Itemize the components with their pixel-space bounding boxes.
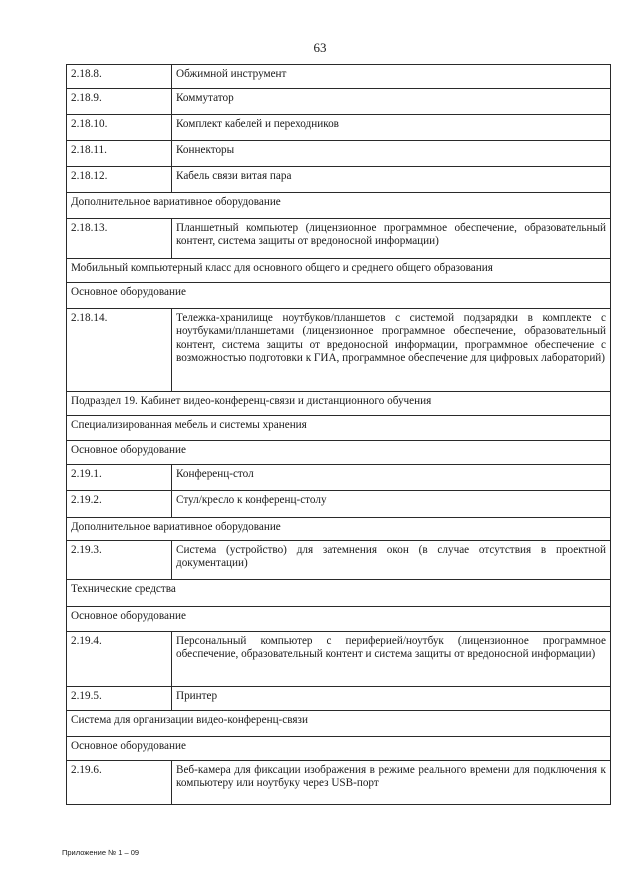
page-number: 63 — [313, 40, 327, 55]
item-description: Кабель связи витая пара — [172, 167, 611, 193]
section-heading-row — [67, 607, 611, 632]
item-description: Планшетный компьютер (лицензионное программное обеспечение, образовательный контент, система защиты от вредоносной информации) — [172, 219, 611, 259]
section-heading-row — [67, 580, 611, 607]
section-heading: Специализированная мебель и системы хранения — [67, 416, 611, 441]
table-row — [67, 167, 611, 193]
section-heading-row — [67, 259, 611, 283]
item-code: 2.18.13. — [67, 219, 172, 259]
section-heading-row — [67, 518, 611, 541]
item-code: 2.19.5. — [67, 687, 172, 711]
item-code: 2.19.2. — [67, 491, 172, 518]
item-code: 2.19.4. — [67, 632, 172, 687]
section-heading-row — [67, 441, 611, 465]
item-description: Принтер — [172, 687, 611, 711]
item-description: Комплект кабелей и переходников — [172, 115, 611, 141]
item-code: 2.18.12. — [67, 167, 172, 193]
table-row — [67, 632, 611, 687]
section-heading: Основное оборудование — [67, 283, 611, 309]
item-description: Конференц-стол — [172, 465, 611, 491]
item-code: 2.18.10. — [67, 115, 172, 141]
table-row — [67, 89, 611, 115]
item-code: 2.19.3. — [67, 541, 172, 580]
item-code: 2.18.8. — [67, 65, 172, 89]
table-row — [67, 115, 611, 141]
item-code: 2.18.14. — [67, 309, 172, 392]
section-heading-row — [67, 416, 611, 441]
section-heading-row — [67, 711, 611, 737]
table-row — [67, 219, 611, 259]
section-heading: Основное оборудование — [67, 441, 611, 465]
section-heading: Основное оборудование — [67, 737, 611, 761]
section-heading: Дополнительное вариативное оборудование — [67, 193, 611, 219]
section-heading-row — [67, 737, 611, 761]
item-description: Веб-камера для фиксации изображения в режиме реального времени для подключения к компьютеру или ноутбуку через USB-порт — [172, 761, 611, 805]
table-row — [67, 65, 611, 89]
section-heading: Мобильный компьютерный класс для основного общего и среднего общего образования — [67, 259, 611, 283]
table-row — [67, 491, 611, 518]
section-heading: Дополнительное вариативное оборудование — [67, 518, 611, 541]
equipment-table — [66, 64, 611, 805]
page-footer: Приложение № 1 – 09 — [62, 848, 140, 857]
section-heading-row — [67, 283, 611, 309]
item-code: 2.19.6. — [67, 761, 172, 805]
item-description: Стул/кресло к конференц-столу — [172, 491, 611, 518]
table-row — [67, 309, 611, 392]
section-heading: Технические средства — [67, 580, 611, 607]
item-code: 2.19.1. — [67, 465, 172, 491]
table-row — [67, 141, 611, 167]
item-description: Тележка-хранилище ноутбуков/планшетов с системой подзарядки в комплекте с ноутбуками/планшетами (лицензионное программное обеспечение, образовательный контент, система защиты от вредоносной информации, программное обеспечение с возможностью подготовки к ГИА, программное обеспечение для цифровых лабораторий) — [172, 309, 611, 392]
item-description: Обжимной инструмент — [172, 65, 611, 89]
section-heading: Подраздел 19. Кабинет видео-конференц-связи и дистанционного обучения — [67, 392, 611, 416]
item-description: Коннекторы — [172, 141, 611, 167]
section-heading-row — [67, 193, 611, 219]
table-row — [67, 541, 611, 580]
item-description: Коммутатор — [172, 89, 611, 115]
section-heading: Система для организации видео-конференц-связи — [67, 711, 611, 737]
item-code: 2.18.11. — [67, 141, 172, 167]
item-code: 2.18.9. — [67, 89, 172, 115]
table-row — [67, 465, 611, 491]
equipment-table-body — [67, 65, 611, 805]
section-heading: Основное оборудование — [67, 607, 611, 632]
item-description: Персональный компьютер с периферией/ноутбук (лицензионное программное обеспечение, образовательный контент и система защиты от вредоносной информации) — [172, 632, 611, 687]
table-row — [67, 687, 611, 711]
table-row — [67, 761, 611, 805]
section-heading-row — [67, 392, 611, 416]
item-description: Система (устройство) для затемнения окон (в случае отсутствия в проектной документации) — [172, 541, 611, 580]
